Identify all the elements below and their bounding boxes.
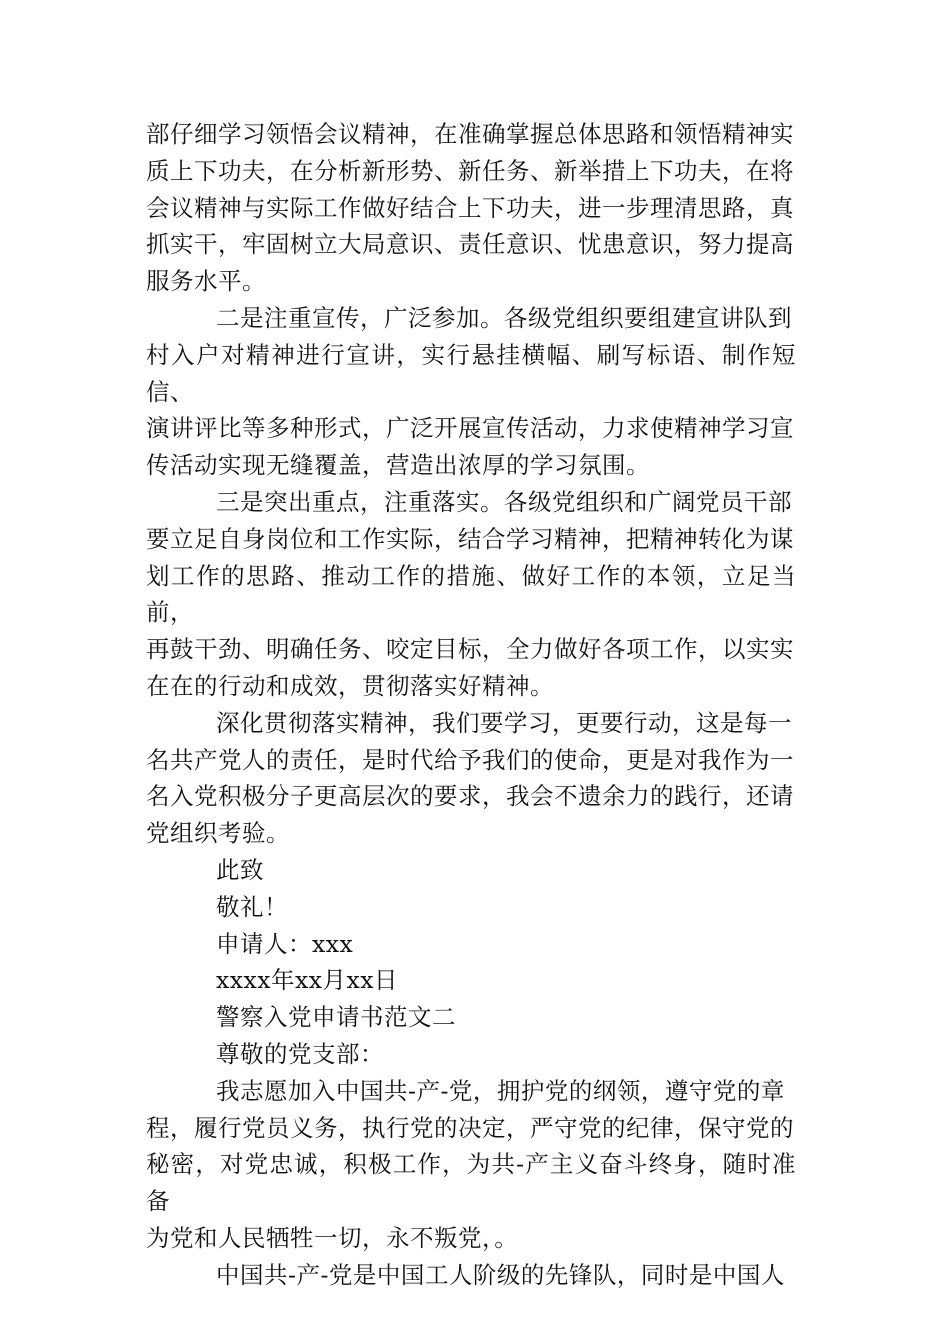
letter-greeting: 尊敬的党支部： bbox=[216, 1039, 384, 1068]
text-line: 二是注重宣传，广泛参加。各级党组织要组建宣讲队到 bbox=[216, 303, 792, 332]
closing-salute-2: 敬礼！ bbox=[216, 892, 288, 921]
text-line: 演讲评比等多种形式，广泛开展宣传活动，力求使精神学习宣 bbox=[146, 414, 794, 443]
paragraph-continuation bbox=[146, 116, 796, 300]
text-line: 程，履行党员义务，执行党的决定，严守党的纪律，保守党的 bbox=[146, 1113, 794, 1142]
text-line: 在在的行动和成效，贯彻落实好精神。 bbox=[146, 671, 554, 700]
closing-salute-1: 此致 bbox=[216, 855, 264, 884]
text-line: 我志愿加入中国共-产-党，拥护党的纲领，遵守党的章 bbox=[216, 1076, 785, 1105]
paragraph-commitment bbox=[146, 705, 796, 852]
text-line: 党组织考验。 bbox=[146, 819, 290, 848]
text-line: 划工作的思路、推动工作的措施、做好工作的本领，立足当前， bbox=[146, 561, 796, 627]
paragraph-party-description bbox=[146, 1257, 796, 1294]
section-heading: 警察入党申请书范文二 bbox=[216, 1003, 456, 1032]
text-line: 服务水平。 bbox=[146, 267, 266, 296]
text-line: 要立足自身岗位和工作实际，结合学习精神，把精神转化为谋 bbox=[146, 524, 794, 553]
text-line: 抓实干，牢固树立大局意识、责任意识、忧患意识，努力提高 bbox=[146, 230, 794, 259]
text-line: 会议精神与实际工作做好结合上下功夫，进一步理清思路，真 bbox=[146, 193, 794, 222]
text-line: 再鼓干劲、明确任务、咬定目标，全力做好各项工作，以实实 bbox=[146, 635, 794, 664]
text-line: 质上下功夫，在分析新形势、新任务、新举措上下功夫，在将 bbox=[146, 156, 794, 185]
text-line: 名共产党人的责任，是时代给予我们的使命，更是对我作为一 bbox=[146, 745, 794, 774]
signature-date: xxxx年xx月xx日 bbox=[216, 966, 399, 995]
text-line: 深化贯彻落实精神，我们要学习，更要行动，这是每一 bbox=[216, 708, 792, 737]
paragraph-pledge bbox=[146, 1073, 796, 1257]
text-line: 为党和人民牺牲一切，永不叛党，。 bbox=[146, 1223, 519, 1252]
text-line: 中国共-产-党是中国工人阶级的先锋队，同时是中国人 bbox=[216, 1260, 785, 1289]
text-line: 传活动实现无缝覆盖，营造出浓厚的学习氛围。 bbox=[146, 451, 650, 480]
document-body bbox=[146, 116, 796, 1294]
paragraph-publicity bbox=[146, 300, 796, 484]
text-line: 三是突出重点，注重落实。各级党组织和广阔党员干部 bbox=[216, 487, 792, 516]
paragraph-implementation bbox=[146, 484, 796, 705]
text-line: 名入党积极分子更高层次的要求，我会不遗余力的践行，还请 bbox=[146, 782, 794, 811]
text-line: 秘密，对党忠诚，积极工作，为共-产主义奋斗终身，随时准备 bbox=[146, 1150, 796, 1216]
text-line: 村入户对精神进行宣讲，实行悬挂横幅、刷写标语、制作短信、 bbox=[146, 340, 796, 406]
applicant-signature: 申请人：xxx bbox=[216, 929, 354, 958]
text-line: 部仔细学习领悟会议精神，在准确掌握总体思路和领悟精神实 bbox=[146, 120, 794, 148]
